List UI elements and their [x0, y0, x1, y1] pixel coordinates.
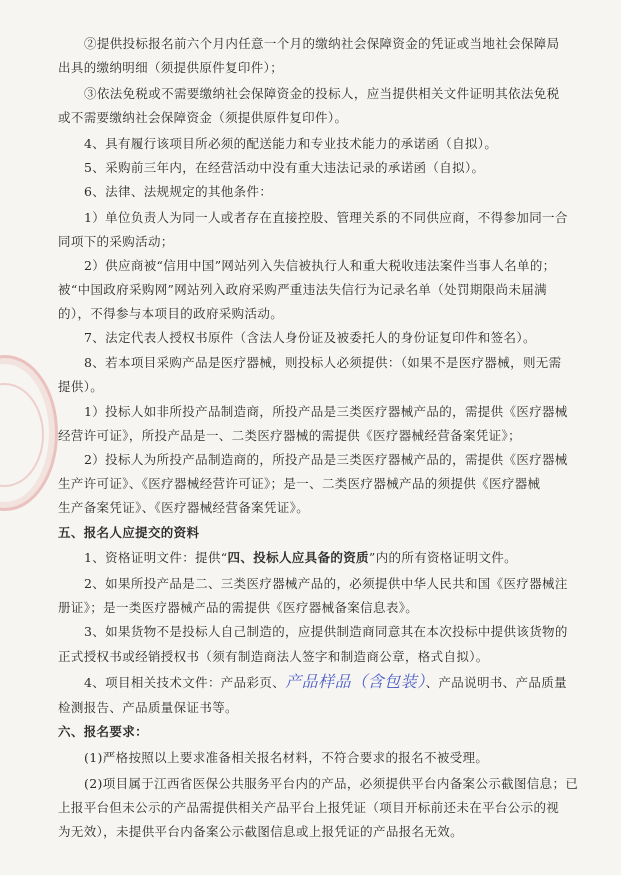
text-line: ③依法免税或不需要缴纳社会保障资金的投标人，应当提供相关文件证明其依法免税 — [84, 86, 560, 101]
text-span: ”内的所有资格证明文件。 — [368, 550, 517, 565]
text-line: 检测报告、产品质量保证书等。 — [58, 700, 238, 715]
text-line: 生产许可证》、《医疗器械经营许可证》；是一、二类医疗器械产品的须提供《医疗器械 — [58, 476, 541, 491]
text-line: 出具的缴纳明细（须提供原件复印件）； — [58, 60, 284, 75]
seal-inner-ring — [0, 383, 44, 487]
text-line: 生产备案凭证》、《医疗器械经营备案凭证》。 — [58, 500, 310, 515]
text-line: 的），不得参与本项目的政府采购活动。 — [58, 306, 284, 321]
text-line: 8、若本项目采购产品是医疗器械，则投标人必须提供：（如果不是医疗器械，则无需 — [84, 355, 562, 370]
text-line: (1)严格按照以上要求准备相关报名材料，不符合要求的报名不被受理。 — [84, 750, 489, 765]
text-line: 上报平台但未公示的产品需提供相关产品平台上报凭证（项目开标前还未在平台公示的视 — [58, 800, 560, 815]
text-line: 提供）。 — [58, 379, 104, 394]
text-line: 2）供应商被“信用中国”网站列入失信被执行人和重大税收违法案件当事人名单的； — [84, 258, 556, 273]
text-line — [84, 550, 517, 566]
text-line: 册证》；是一类医疗器械产品的需提供《医疗器械备案信息表》。 — [58, 600, 419, 615]
text-line: 正式授权书或经销授权书（须有制造商法人签字和制造商公章，格式自拟）。 — [58, 649, 489, 664]
text-line: 为无效），未提供平台内备案公示截图信息或上报凭证的产品报名无效。 — [58, 824, 463, 839]
text-line: 4、具有履行该项目所必须的配送能力和专业技术能力的承诺函（自拟）。 — [84, 136, 498, 151]
bold-reference: 四、投标人应具备的资质 — [227, 550, 369, 565]
text-line: (2)项目属于江西省医保公共服务平台内的产品，必须提供平台内备案公示截图信息；已 — [84, 776, 579, 791]
text-line: 2、如果所投产品是二、三类医疗器械产品的，必须提供中华人民共和国《医疗器械注 — [84, 576, 568, 591]
section-heading-6: 六、报名要求： — [58, 724, 148, 739]
text-line: 或不需要缴纳社会保障资金（须提供原件复印件）。 — [58, 110, 348, 125]
handwritten-annotation: 产品样品（含包装） — [285, 672, 426, 691]
text-line: 同项下的采购活动； — [58, 234, 174, 249]
text-line: 1）投标人如非所投产品制造商，所投产品是三类医疗器械产品的，需提供《医疗器械 — [84, 404, 568, 419]
text-span: 4、项目相关技术文件：产品彩页、 — [84, 675, 286, 690]
text-line: 5、采购前三年内，在经营活动中没有重大违法记录的承诺函（自拟）。 — [84, 160, 485, 175]
text-line: 7、法定代表人授权书原件（含法人身份证及被委托人的身份证复印件和签名）。 — [84, 330, 536, 345]
text-line: 3、如果货物不是投标人自己制造的，应提供制造商同意其在本次投标中提供该货物的 — [84, 624, 568, 639]
text-line: ②提供投标报名前六个月内任意一个月的缴纳社会保障资金的凭证或当地社会保障局 — [84, 36, 560, 51]
text-span: 1、资格证明文件：提供“ — [84, 550, 228, 565]
text-line: 6、法律、法规规定的其他条件： — [84, 184, 273, 199]
section-heading-5: 五、报名人应提交的资料 — [58, 525, 200, 540]
text-line — [84, 674, 567, 691]
text-line: 1）单位负责人为同一人或者存在直接控股、管理关系的不同供应商，不得参加同一合 — [84, 210, 568, 225]
text-line: 被“中国政府采购网”网站列入政府采购严重违法失信行为记录名单（处罚期限尚未届满 — [58, 282, 547, 297]
text-span: 、产品说明书、产品质量 — [425, 675, 567, 690]
text-line: 经营许可证》，所投产品是一、二类医疗器械的需提供《医疗器械经营备案凭证》； — [58, 428, 521, 443]
red-seal-stamp — [0, 355, 58, 511]
text-line: 2）投标人为所投产品制造商的，所投产品是三类医疗器械产品的，需提供《医疗器械 — [84, 452, 568, 467]
